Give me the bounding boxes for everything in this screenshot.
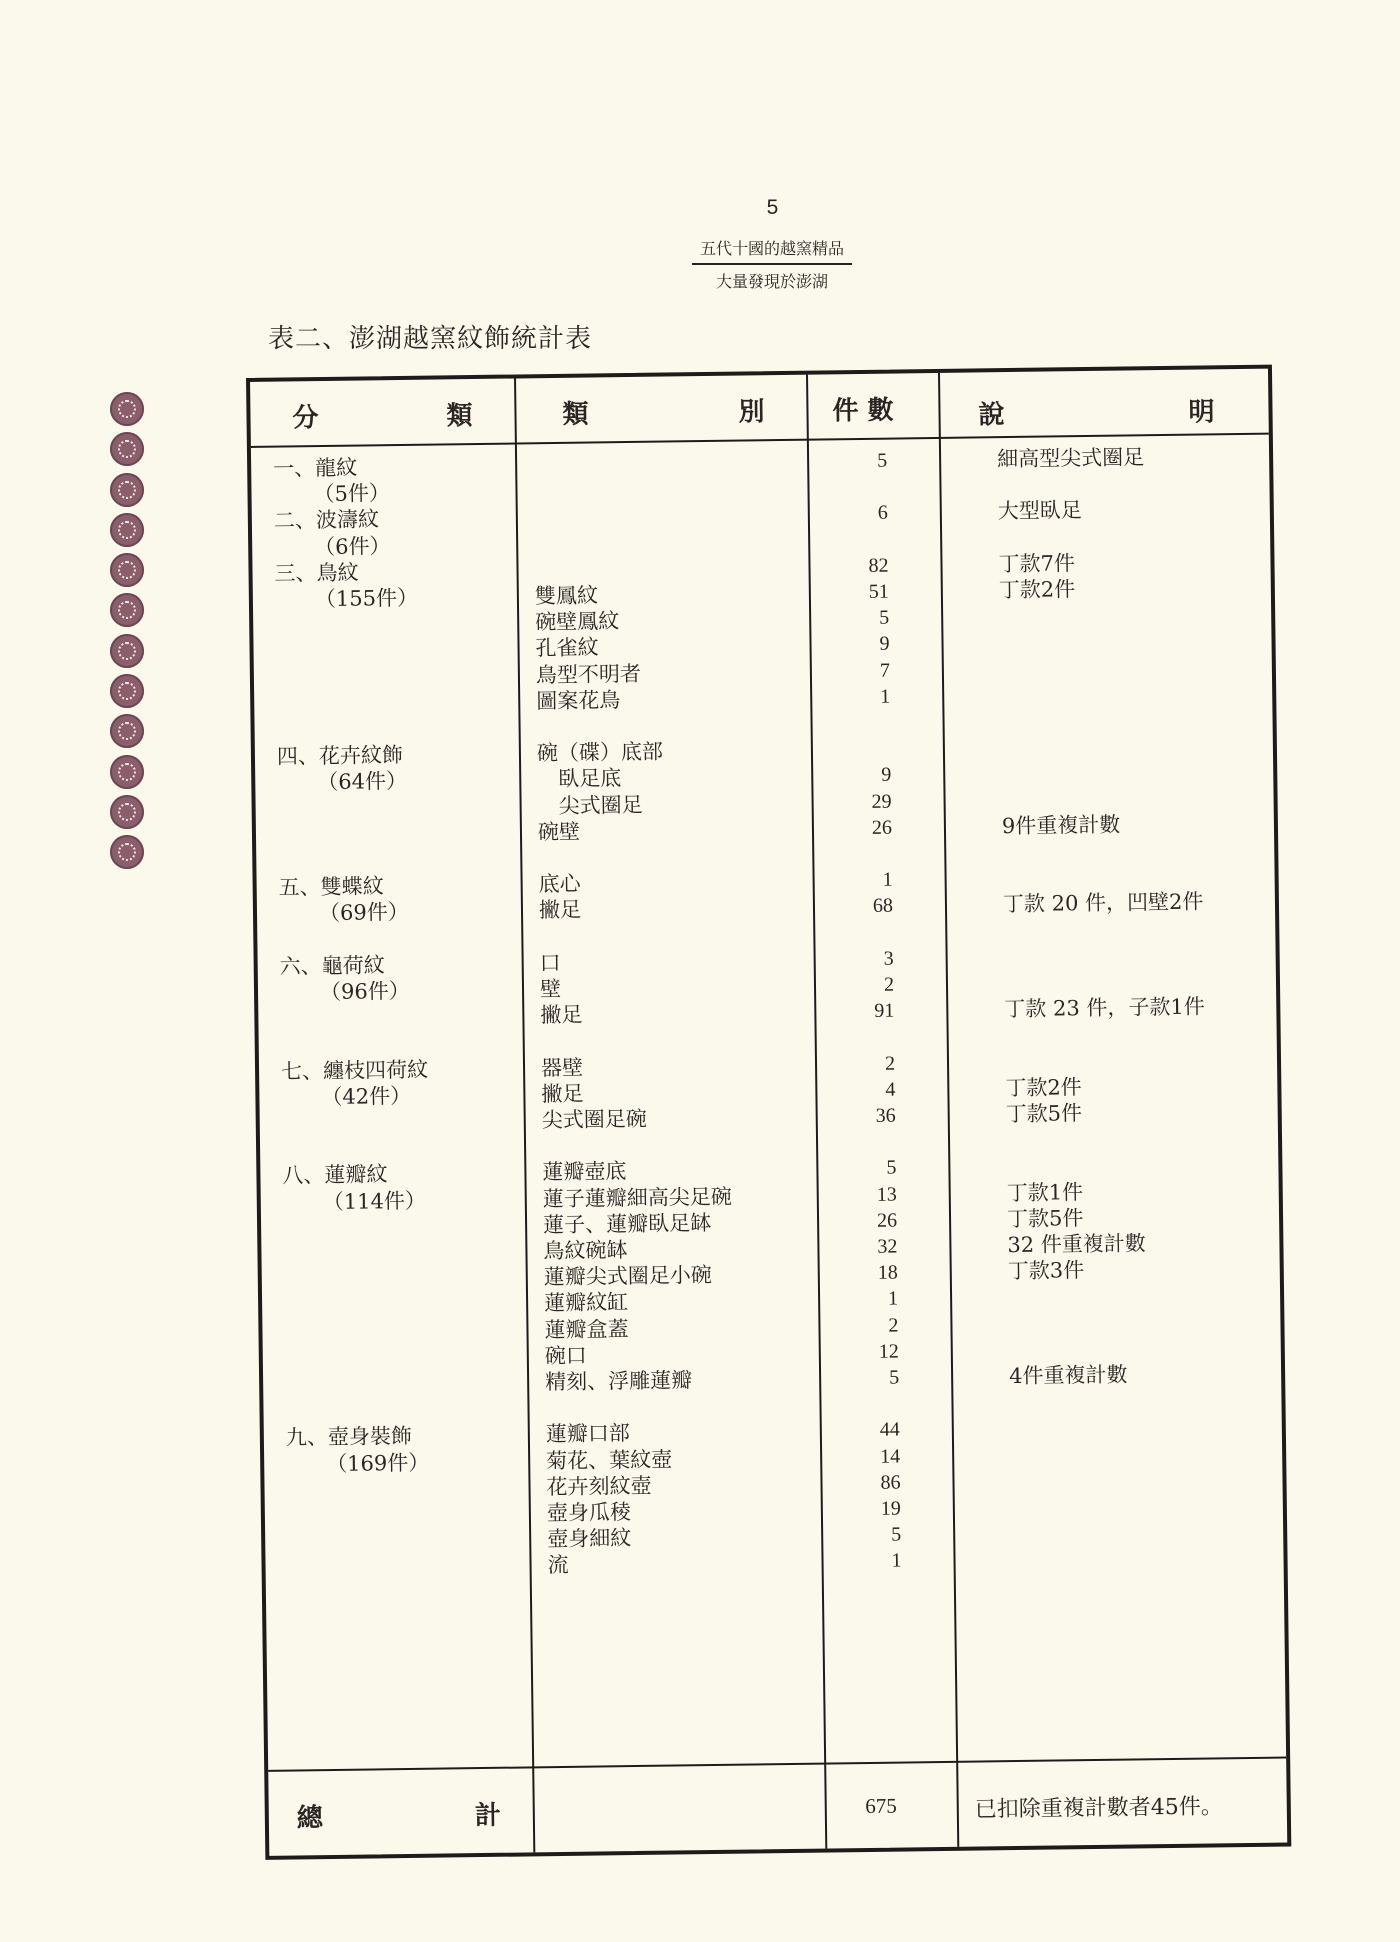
header-type-char: 類 [562, 399, 589, 430]
note-cell: 丁款 23 件，子款1件 [1004, 994, 1205, 1022]
seal-stamps [110, 392, 148, 876]
type-cell: 碗壁鳳紋 [535, 609, 620, 635]
header-title: 五代十國的越窯精品 [692, 236, 852, 265]
count-cell: 18 [877, 1261, 898, 1284]
seal-stamp [110, 714, 144, 748]
type-cell: 花卉刻紋壺 [546, 1473, 652, 1499]
count-cell [827, 474, 887, 475]
note-cell: 丁款2件 [1005, 1074, 1082, 1100]
count-cell: 51 [868, 580, 889, 603]
category-cell: （5件） [313, 481, 391, 507]
count-cell: 3 [883, 947, 894, 970]
type-cell: 器壁 [540, 1055, 584, 1080]
count-cell: 29 [871, 790, 892, 813]
type-cell: 菊花、葉紋壺 [546, 1447, 673, 1473]
note-cell: 丁款1件 [1006, 1179, 1084, 1205]
type-cell: 臥足底 [537, 766, 622, 792]
seal-stamp [110, 755, 144, 789]
category-cell: 五、雙蝶紋 [278, 874, 384, 900]
type-cell: 尖式圈足 [537, 792, 643, 818]
note-cell: 32 件重複計數 [1007, 1231, 1146, 1258]
count-cell: 9 [881, 763, 892, 787]
count-cell: 14 [880, 1445, 901, 1468]
type-cell: 蓮瓣口部 [545, 1421, 631, 1447]
header-count [806, 389, 938, 427]
note-cell: 丁款5件 [1006, 1205, 1084, 1231]
seal-stamp [110, 392, 144, 426]
type-cell: 撇足 [540, 1002, 583, 1028]
note-cell: 丁款5件 [1005, 1101, 1083, 1127]
count-cell: 36 [875, 1104, 896, 1127]
category-cell: （42件） [321, 1083, 412, 1109]
count-cell: 1 [880, 685, 891, 708]
count-cell: 44 [879, 1418, 900, 1442]
type-cell: 鳥紋碗缽 [543, 1238, 628, 1264]
type-cell: 蓮瓣盒蓋 [544, 1316, 629, 1342]
type-cell: 碗（碟）底部 [536, 739, 664, 766]
count-cell: 2 [884, 1052, 896, 1075]
running-header [692, 236, 852, 292]
count-cell: 1 [882, 868, 893, 891]
count-cell: 5 [891, 1523, 902, 1546]
type-cell: 口 [539, 950, 561, 976]
count-cell [839, 1391, 899, 1392]
count-cell: 82 [868, 554, 889, 577]
type-cell: 底心 [538, 871, 581, 897]
note-cell: 大型臥足 [997, 498, 1082, 524]
seal-stamp [110, 432, 144, 466]
header-note-char: 明 [1188, 397, 1215, 428]
header-category [250, 394, 514, 433]
count-cell: 26 [871, 816, 893, 839]
note-cell: 丁款3件 [1007, 1258, 1085, 1284]
category-cell: 四、花卉紋飾 [276, 743, 404, 769]
total-count: 675 [865, 1793, 897, 1819]
type-cell: 撇足 [541, 1081, 584, 1106]
seal-stamp [110, 473, 144, 507]
count-cell: 86 [880, 1471, 901, 1494]
count-cell: 4 [885, 1078, 896, 1101]
category-cell: 三、鳥紋 [274, 560, 359, 586]
seal-stamp [110, 513, 144, 547]
header-count-label: 件 數 [832, 395, 894, 427]
count-cell [831, 736, 891, 737]
count-cell [832, 841, 892, 842]
category-cell: （155件） [314, 585, 419, 612]
category-cell: 二、波濤紋 [273, 507, 380, 534]
seal-stamp [110, 835, 144, 869]
seal-stamp [110, 593, 144, 627]
count-cell: 9 [879, 632, 890, 656]
header-note [938, 391, 1276, 431]
category-cell: （64件） [317, 769, 408, 795]
count-cell: 91 [874, 999, 895, 1023]
count-cell: 26 [876, 1209, 898, 1232]
count-cell: 2 [888, 1314, 899, 1337]
category-cell: 一、龍紋 [273, 455, 358, 481]
seal-stamp [110, 553, 144, 587]
category-cell: （114件） [322, 1188, 427, 1214]
note-cell: 9件重複計數 [1001, 812, 1121, 838]
count-cell [835, 1024, 895, 1025]
type-cell: 蓮子、蓮瓣臥足缽 [542, 1210, 712, 1237]
type-cell: 精刻、浮雕蓮瓣 [545, 1368, 693, 1395]
type-cell: 鳥型不明者 [535, 661, 642, 687]
note-cell: 丁款7件 [998, 550, 1076, 576]
category-cell: 八、蓮瓣紋 [282, 1162, 388, 1188]
type-cell: 流 [547, 1553, 569, 1578]
note-cell: 丁款 20 件，凹壁2件 [1002, 889, 1204, 917]
header-type-char: 別 [738, 397, 765, 428]
count-cell: 5 [879, 606, 890, 629]
count-cell: 68 [872, 894, 894, 918]
total-label-char: 計 [474, 1800, 502, 1832]
total-note: 已扣除重複計數者45件。 [974, 1794, 1223, 1823]
note-cell: 4件重複計數 [1008, 1362, 1128, 1389]
count-cell: 7 [879, 659, 891, 682]
page-number: 5 [766, 196, 779, 219]
category-cell: 七、纏枝四荷紋 [280, 1057, 429, 1084]
seal-stamp [110, 795, 144, 829]
header-category-char: 類 [446, 401, 473, 432]
type-cell: 撇足 [538, 898, 582, 923]
count-cell: 32 [877, 1235, 898, 1258]
count-cell: 6 [877, 502, 888, 525]
type-cell: 圖案花鳥 [536, 687, 621, 714]
seal-stamp [110, 674, 144, 708]
count-cell: 19 [880, 1497, 901, 1520]
type-cell: 蓮瓣尖式圈足小碗 [543, 1263, 712, 1290]
header-note-char: 說 [978, 400, 1005, 431]
type-cell: 雙鳳紋 [534, 583, 599, 609]
count-cell: 2 [883, 973, 895, 996]
category-cell: （69件） [318, 900, 409, 926]
count-cell: 5 [888, 1366, 900, 1389]
count-cell: 12 [878, 1340, 899, 1363]
category-cell: （169件） [326, 1450, 430, 1476]
note-cell: 丁款2件 [998, 577, 1076, 603]
category-cell: 九、壺身裝飾 [285, 1424, 413, 1450]
note-cell: 細高型尖式圈足 [996, 445, 1145, 472]
category-cell: （6件） [314, 533, 391, 559]
type-cell: 碗壁 [537, 819, 581, 845]
type-cell: 壺身瓜稜 [546, 1500, 632, 1526]
header-category-char: 分 [292, 403, 319, 434]
count-cell: 5 [886, 1156, 897, 1180]
seal-stamp [110, 634, 144, 668]
type-cell: 壺身細紋 [547, 1526, 632, 1552]
count-cell [836, 1129, 896, 1130]
count-cell [830, 710, 890, 711]
type-cell: 孔雀紋 [535, 635, 599, 661]
total-label-char: 總 [296, 1803, 324, 1834]
type-cell: 碗口 [544, 1343, 587, 1368]
type-cell: 蓮瓣壺底 [542, 1159, 627, 1185]
category-cell: （96件） [319, 978, 410, 1005]
count-cell: 1 [887, 1287, 899, 1311]
header-subtitle: 大量發現於澎湖 [715, 272, 828, 291]
type-cell: 壁 [539, 976, 562, 1002]
category-cell: 六、龜荷紋 [279, 953, 385, 979]
header-type [514, 391, 806, 431]
count-cell [828, 526, 888, 527]
type-cell: 蓮子蓮瓣細高尖足碗 [542, 1184, 732, 1211]
count-cell: 1 [891, 1549, 902, 1573]
count-cell [833, 919, 893, 920]
type-cell: 尖式圈足碗 [541, 1106, 647, 1133]
table-title: 表二、澎湖越窯紋飾統計表 [268, 324, 593, 354]
type-cell: 蓮瓣紋缸 [543, 1290, 629, 1316]
statistics-table [246, 365, 1291, 1860]
count-cell: 5 [876, 449, 888, 472]
count-cell: 13 [876, 1183, 897, 1206]
total-row [268, 1761, 1287, 1854]
